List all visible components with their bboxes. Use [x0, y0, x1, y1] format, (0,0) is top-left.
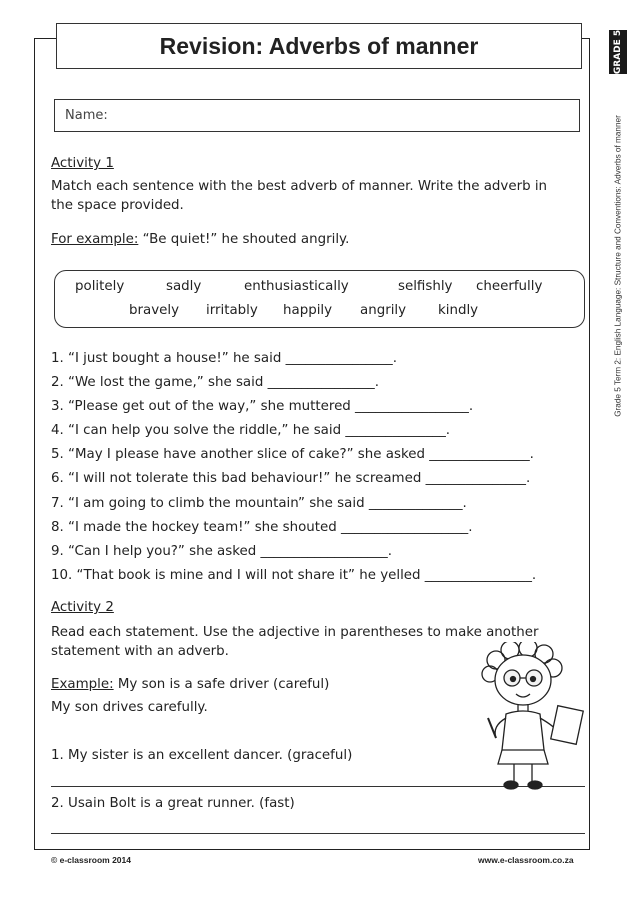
exercise-item[interactable]: 4. “I can help you solve the riddle,” he said _______________.: [51, 423, 451, 438]
exercise-item[interactable]: 7. “I am going to climb the mountain” she said ______________.: [51, 496, 467, 511]
page-frame-right: [589, 38, 590, 850]
subject-line: Grade 5 Term 2: English Language: Structure and Conventions: Adverbs of manner: [613, 115, 623, 417]
word-bank-item: happily: [283, 303, 333, 318]
word-bank-item: angrily: [360, 303, 407, 318]
word-bank-item: irritably: [206, 303, 258, 318]
exercise-item[interactable]: 10. “That book is mine and I will not share it” he yelled ________________.: [51, 568, 537, 583]
exercise-item[interactable]: 9. “Can I help you?” she asked ___________________.: [51, 544, 392, 559]
exercise-item: 1. My sister is an excellent dancer. (graceful): [51, 748, 353, 763]
activity1-instruction: the space provided.: [51, 198, 184, 213]
activity1-instruction: Match each sentence with the best adverb of manner. Write the adverb in: [51, 179, 548, 194]
page-frame-left: [34, 38, 35, 850]
example-label: Example:: [51, 677, 114, 692]
activity2-heading: Activity 2: [51, 600, 114, 615]
page-frame-top: [582, 38, 590, 39]
page-frame-bottom: [34, 849, 589, 850]
exercise-item[interactable]: 6. “I will not tolerate this bad behaviour!” he screamed _______________.: [51, 471, 531, 486]
activity1-heading: Activity 1: [51, 156, 114, 171]
name-label: Name:: [65, 108, 108, 123]
exercise-item: 2. Usain Bolt is a great runner. (fast): [51, 796, 295, 811]
exercise-item[interactable]: 8. “I made the hockey team!” she shouted ___________________.: [51, 520, 473, 535]
girl-illustration: [478, 642, 588, 792]
exercise-item[interactable]: 1. “I just bought a house!” he said ________________.: [51, 351, 397, 366]
page-frame-top: [34, 38, 56, 39]
word-bank-item: bravely: [129, 303, 180, 318]
activity2-instruction: statement with an adverb.: [51, 644, 229, 659]
example-label: For example:: [51, 232, 139, 247]
word-bank-item: enthusiastically: [244, 279, 349, 294]
footer-website[interactable]: www.e-classroom.co.za: [478, 855, 574, 865]
activity2-instruction: Read each statement. Use the adjective in parentheses to make another: [51, 625, 539, 640]
answer-line[interactable]: [51, 833, 585, 834]
example-text: My son is a safe driver (careful): [113, 677, 330, 692]
grade-badge: GRADE 5: [609, 30, 627, 74]
example-text: “Be quiet!” he shouted angrily.: [138, 232, 350, 247]
word-bank-item: sadly: [166, 279, 202, 294]
word-bank-item: cheerfully: [476, 279, 543, 294]
activity1-example: [51, 232, 349, 247]
activity2-example-answer: My son drives carefully.: [51, 700, 208, 715]
activity2-example: [51, 677, 329, 692]
name-field[interactable]: [54, 99, 580, 132]
page-title: Revision: Adverbs of manner: [159, 32, 479, 59]
footer-copyright: © e-classroom 2014: [51, 855, 131, 865]
word-bank-item: selfishly: [398, 279, 453, 294]
word-bank-item: politely: [75, 279, 125, 294]
exercise-item[interactable]: 5. “May I please have another slice of cake?” she asked _______________.: [51, 447, 534, 462]
exercise-item[interactable]: 3. “Please get out of the way,” she muttered _________________.: [51, 399, 474, 414]
word-bank-item: kindly: [438, 303, 479, 318]
exercise-item[interactable]: 2. “We lost the game,” she said ________________.: [51, 375, 379, 390]
title-box: [56, 23, 582, 69]
